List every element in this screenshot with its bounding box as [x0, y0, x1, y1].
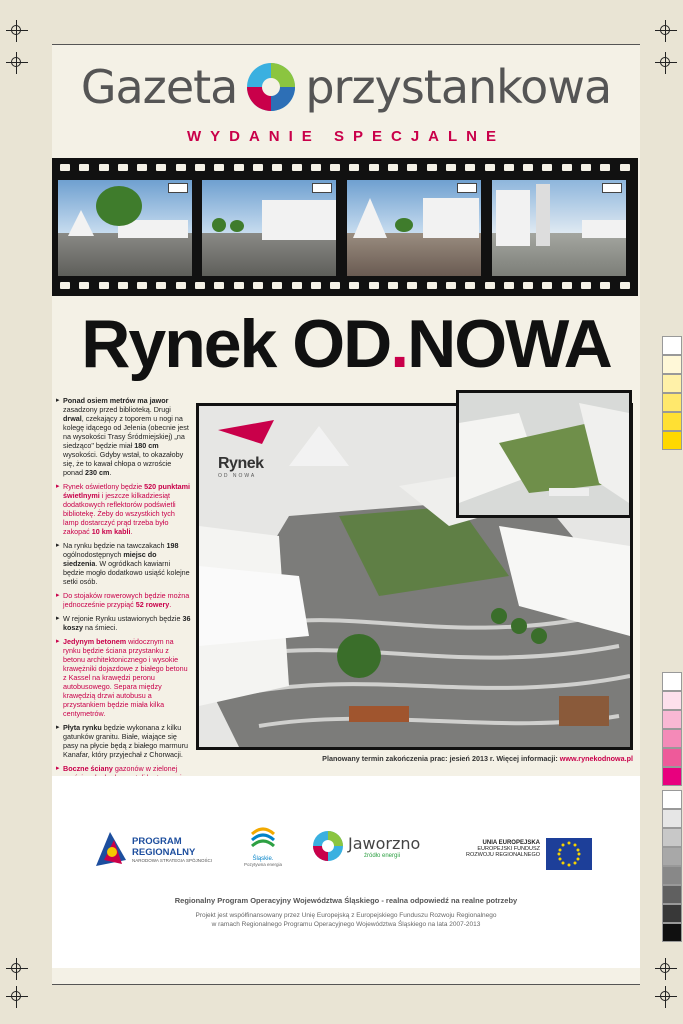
fact-text: zasadzony przed biblioteką. Drugi [63, 405, 171, 414]
color-swatch [662, 923, 682, 942]
film-frame-1 [58, 180, 192, 276]
rynek-logo-sub: OD NOWA [218, 473, 257, 479]
fact-text: i jeszcze kilkadziesiąt dodatkowych reflektorów podświetli bibliotekę. Żeby do wszystkich tych lamp dostarczyć prąd trzeba było zakopać [63, 491, 176, 536]
rynek-logo-title: Rynek [218, 455, 264, 472]
completion-caption [196, 754, 633, 763]
fact-text: 198 [166, 541, 179, 550]
color-swatch [662, 691, 682, 710]
fact-text: drwal [63, 414, 82, 423]
color-swatch [662, 431, 682, 450]
fact-text: miejsc do siedzenia [63, 550, 157, 568]
fact-text: W rejonie Rynku ustawionych będzie [63, 614, 183, 623]
fact-text: . W ogródkach kawiarni będzie mogło dodatkowo usiąść kolejne setki osób. [63, 559, 190, 586]
caption-text: Planowany termin zakończenia prac: jesień 2013 r. Więcej informacji: [322, 754, 560, 763]
fact-text: Jedynym betonem [63, 637, 127, 646]
fact-text: 520 punktami świetlnymi [63, 482, 191, 500]
gazeta-logo-icon [245, 61, 297, 113]
color-swatch [662, 729, 682, 748]
fact-paragraph [56, 541, 192, 586]
fact-text: Boczne ściany [63, 764, 113, 773]
fact-text: Na rynku będzie na tawczakach [63, 541, 167, 550]
aerial-rendering [459, 393, 629, 515]
fact-text: 180 cm [134, 441, 159, 450]
color-swatches-gray [662, 790, 682, 942]
film-badge-icon [457, 183, 477, 193]
film-badge-icon [312, 183, 332, 193]
masthead-word-gazeta: Gazeta [80, 60, 238, 114]
color-swatch [662, 355, 682, 374]
sponsor-logos [52, 824, 640, 884]
program-regionalny-icon [92, 830, 130, 870]
fact-text: będzie wykonana z kilku gatunków granitu. Białe, wiające się pasy na płycie będą z białego marmuru Kanafar, który przyjechał z Chorwacji. [63, 723, 189, 759]
fact-paragraph [56, 482, 192, 536]
fact-paragraph [56, 614, 192, 632]
fact-paragraph [56, 396, 192, 477]
headline-part1: Rynek OD [81, 306, 391, 382]
footer-fine-print: Projekt jest współfinansowany przez Unię Europejską z Europejskiego Funduszu Rozwoju Regionalnego w ramach Regionalnego Programu Operacyjnego Województwa Śląskiego na lata 2007-2013 [195, 912, 497, 928]
sprocket-row [60, 164, 630, 172]
registration-mark-icon [655, 986, 677, 1008]
fact-text: 52 rowery [135, 600, 170, 609]
registration-mark-icon [6, 20, 28, 42]
color-swatch [662, 672, 682, 691]
color-swatch [662, 393, 682, 412]
film-frame-3 [347, 180, 481, 276]
color-swatch [662, 809, 682, 828]
masthead [52, 52, 640, 122]
jaworzno-logo: Jaworzno źródło energii [348, 834, 421, 859]
headline-part2: NOWA [407, 306, 611, 382]
registration-mark-icon [6, 52, 28, 74]
fact-text: na śmieci. [82, 623, 118, 632]
color-swatch [662, 767, 682, 786]
footer-slogan: Regionalny Program Operacyjny Województwa Śląskiego - realna odpowiedź na realne potrzeby [174, 896, 518, 905]
fact-text: . [169, 600, 172, 609]
inset-aerial-image [456, 390, 632, 518]
fact-text: 36 koszy [63, 614, 191, 632]
fact-text: wysokości. Gdyby wstał, to okazałoby się, że to kawał chłopa o wzroście ponad [63, 450, 184, 477]
color-swatch [662, 885, 682, 904]
fact-text: , czekający z toporem u nogi na kolegę idącego od Jelenia (obecnie jest na wysokości Trasy Śródmiejskiej) „na siedząco" będzie miał [63, 414, 189, 450]
fact-text: . [130, 527, 133, 536]
color-swatch [662, 336, 682, 355]
fact-text: gazonów w zielonej [114, 764, 178, 773]
headline [52, 300, 640, 388]
caption-url-link[interactable]: www.rynekodnowa.pl [559, 754, 633, 763]
fact-text: Rynek oświetlony będzie [63, 482, 145, 491]
color-swatch [662, 866, 682, 885]
footer-sponsors [52, 776, 640, 968]
film-badge-icon [602, 183, 622, 193]
color-swatch [662, 374, 682, 393]
unia-europejska-logo: UNIA EUROPEJSKA EUROPEJSKI FUNDUSZ ROZWOJU REGIONALNEGO [466, 840, 540, 858]
fact-text: Ponad osiem metrów ma jawor [63, 396, 169, 405]
fact-text: . [109, 468, 112, 477]
bottom-rule [52, 984, 640, 985]
registration-mark-icon [655, 20, 677, 42]
edition-subtitle: WYDANIE SPECJALNE [186, 128, 506, 145]
registration-mark-icon [655, 958, 677, 980]
color-swatch [662, 904, 682, 923]
film-strip [52, 158, 638, 296]
film-frame-4 [492, 180, 626, 276]
color-swatch [662, 828, 682, 847]
top-rule [52, 44, 640, 45]
fact-text: Do stojaków rowerowych będzie można jednocześnie przypiąć [63, 591, 190, 609]
headline-dot: . [390, 306, 408, 382]
fact-paragraph [56, 723, 192, 759]
fact-text: widocznym na rynku będzie ściana przystanku z betonu architektonicznego i wysokie krawężniki dojazdowe z białego betonu z Kassel na krawędzi peronu autobusowego. Separa między krawędzią drzwi autobusu a przystankiem będzie miała kilka centymetrów. [63, 637, 188, 718]
film-frame-2 [202, 180, 336, 276]
color-swatch [662, 847, 682, 866]
fact-text: ogólnodostępnych [63, 550, 124, 559]
fact-paragraph [56, 637, 192, 718]
registration-mark-icon [655, 52, 677, 74]
sprocket-row [60, 282, 630, 290]
fact-text: 10 km kabli [91, 527, 131, 536]
registration-mark-icon [6, 986, 28, 1008]
rynek-od-nowa-logo [218, 420, 278, 479]
color-swatch [662, 412, 682, 431]
registration-mark-icon [6, 958, 28, 980]
color-swatch [662, 790, 682, 809]
fact-text: Płyta rynku [63, 723, 102, 732]
slaskie-wave-icon [248, 824, 278, 854]
slaskie-logo: Śląskie. Pozytywna energia [243, 856, 283, 867]
fact-text: 230 cm [84, 468, 110, 477]
color-swatches-magenta [662, 672, 682, 786]
color-swatch [662, 710, 682, 729]
program-regionalny-logo: PROGRAM REGIONALNY NARODOWA STRATEGIA SPÓJNOŚCI [132, 836, 213, 863]
color-swatch [662, 748, 682, 767]
eu-flag-icon [546, 838, 592, 870]
rynek-logo-triangle-icon [218, 420, 274, 444]
fact-paragraph [56, 591, 192, 609]
masthead-word-przystankowa: przystankowa [305, 60, 612, 114]
film-badge-icon [168, 183, 188, 193]
color-swatches-yellow [662, 336, 682, 450]
jaworzno-logo-icon [312, 830, 344, 862]
